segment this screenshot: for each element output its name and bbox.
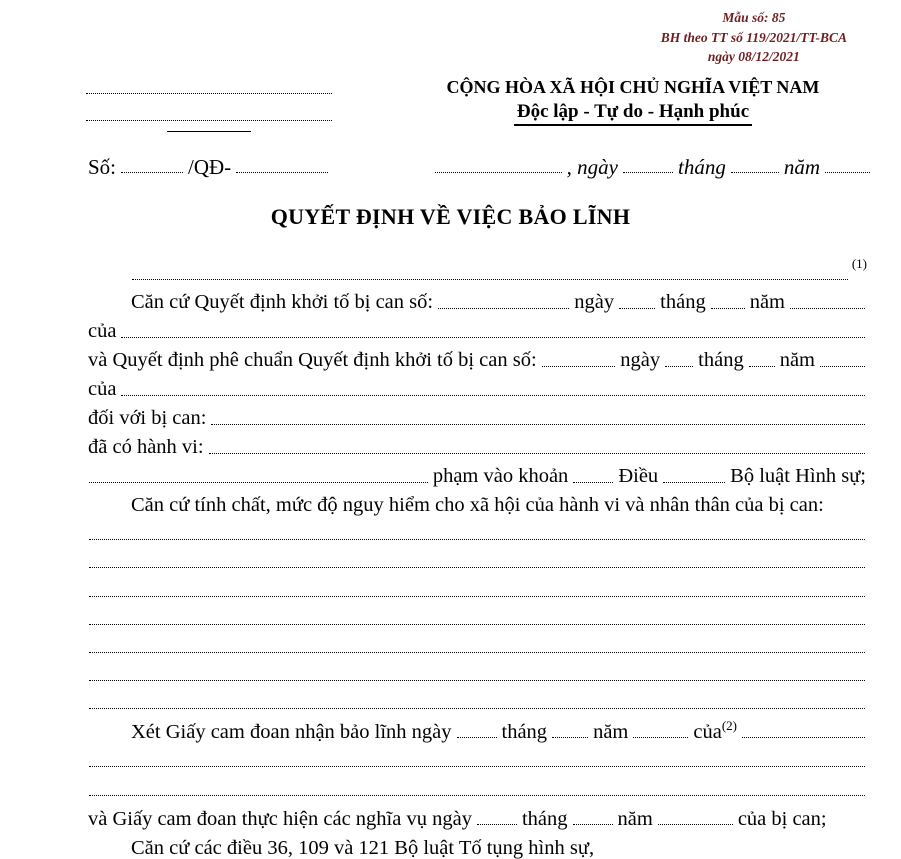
blank-fill-line (86, 744, 868, 773)
blank-field (89, 539, 865, 540)
decision-number-blank (542, 366, 616, 367)
footnote-marker-2: (2) (721, 717, 737, 733)
guarantor-of-label: của$^{(2)}$ (693, 717, 737, 743)
nature-severity-text: Căn cứ tính chất, mức độ nguy hiểm cho xã hội của hành vi và nhân thân của bị can: (131, 494, 824, 517)
blank-fill-line (86, 631, 868, 659)
number-blank (121, 172, 183, 173)
line-legal-basis (86, 831, 868, 859)
year-blank (790, 308, 865, 309)
approval-decision-label: và Quyết định phê chuẩn Quyết định khởi tố bị can số: (88, 349, 537, 372)
year-label: năm (783, 154, 820, 179)
year-blank (633, 737, 688, 738)
penal-code-label: Bộ luật Hình sự; (730, 465, 866, 488)
qd-blank (236, 172, 328, 173)
line-issuer-1 (86, 315, 868, 344)
year-blank (658, 824, 733, 825)
month-label: tháng (660, 291, 706, 314)
prosecution-decision-label: Căn cứ Quyết định khởi tố bị can số: (131, 291, 434, 314)
day-label: , ngày (566, 154, 618, 179)
line-issuer-2 (86, 373, 868, 402)
day-blank (623, 172, 673, 173)
offense-clause-label: phạm vào khoản (432, 465, 569, 488)
year-label: năm (593, 720, 629, 743)
acts-label: đã có hành vi: (88, 436, 204, 459)
defendant-blank (211, 424, 865, 425)
issuer-label: của (88, 320, 117, 343)
defendant-label: đối với bị can: (88, 407, 207, 430)
year-blank (820, 366, 865, 367)
issuer-label: của (88, 378, 117, 401)
authority-blank (132, 279, 848, 280)
authority-blank-line (86, 257, 868, 286)
clause-blank (573, 482, 613, 483)
blank-field (89, 624, 865, 625)
form-issued-by: BH theo TT số 119/2021/TT-BCA (660, 29, 847, 45)
day-blank (665, 366, 693, 367)
acts-blank (209, 453, 865, 454)
national-header (398, 76, 868, 132)
guarantor-blank (742, 737, 865, 738)
month-label: tháng (521, 807, 568, 830)
line-acts (86, 431, 868, 460)
blank-fill-line (86, 773, 868, 802)
article-label: Điều (618, 465, 659, 488)
blank-fill-line (86, 518, 868, 546)
issuer-blank (121, 337, 865, 338)
header-row (86, 76, 868, 132)
org-divider-rule (167, 131, 251, 132)
acts-continued-blank (89, 482, 428, 483)
blank-fill-line (86, 687, 868, 715)
number-label: Số: (88, 154, 117, 179)
form-meta (661, 8, 847, 67)
day-label: ngày (620, 349, 661, 372)
blank-field (89, 795, 865, 796)
line-offense-article (86, 460, 868, 489)
year-label: năm (617, 807, 653, 830)
month-blank (749, 366, 775, 367)
of-defendant-label: của bị can; (737, 807, 827, 830)
form-number: Mẫu số: 85 (722, 10, 786, 25)
month-label: tháng (677, 154, 726, 179)
line-obligation-letter (86, 802, 868, 831)
place-blank (435, 172, 561, 173)
blank-fill-line (86, 546, 868, 574)
national-motto: Độc lập - Tự do - Hạnh phúc (514, 101, 752, 126)
national-title: CỘNG HÒA XÃ HỘI CHỦ NGHĨA VIỆT NAM (446, 77, 820, 97)
day-blank (477, 824, 517, 825)
footnote-marker-1: (1) (851, 256, 867, 271)
issuer-blank (121, 395, 865, 396)
org-name-blank-1 (86, 80, 332, 94)
blank-field (89, 652, 865, 653)
month-label: tháng (501, 720, 548, 743)
year-blank (825, 172, 870, 173)
form-issue-date: ngày 08/12/2021 (707, 49, 800, 65)
blank-field (89, 766, 865, 767)
legal-basis-text: Căn cứ các điều 36, 109 và 121 Bộ luật Tố tụng hình sự, (131, 836, 595, 859)
year-label: năm (749, 291, 785, 314)
document-body (86, 257, 868, 859)
month-blank (711, 308, 745, 309)
qd-suffix: /QĐ- (188, 154, 232, 179)
day-blank (457, 737, 497, 738)
blank-fill-line (86, 659, 868, 687)
article-blank (663, 482, 725, 483)
day-label: ngày (574, 291, 615, 314)
blank-field (89, 680, 865, 681)
line-prosecution-decision (86, 286, 868, 315)
number-date-row (86, 149, 873, 179)
issuing-org-block (86, 76, 332, 132)
decision-number-blank (438, 308, 569, 309)
document-title: QUYẾT ĐỊNH VỀ VIỆC BẢO LĨNH (270, 204, 631, 229)
line-defendant (86, 402, 868, 431)
month-label: tháng (698, 349, 744, 372)
blank-fill-line (86, 603, 868, 631)
blank-fill-line (86, 574, 868, 602)
org-name-blank-2 (86, 107, 332, 121)
month-blank (731, 172, 779, 173)
guarantee-letter-label: Xét Giấy cam đoan nhận bảo lĩnh ngày (131, 720, 452, 743)
line-guarantee-letter (86, 715, 868, 744)
blank-field (89, 708, 865, 709)
line-approval-decision (86, 344, 868, 373)
obligation-letter-label: và Giấy cam đoan thực hiện các nghĩa vụ ngày (88, 807, 472, 830)
month-blank (573, 824, 613, 825)
line-nature-severity (86, 489, 868, 518)
year-label: năm (779, 349, 815, 372)
month-blank (552, 737, 588, 738)
day-blank (619, 308, 655, 309)
blank-field (89, 596, 865, 597)
blank-field (89, 567, 865, 568)
